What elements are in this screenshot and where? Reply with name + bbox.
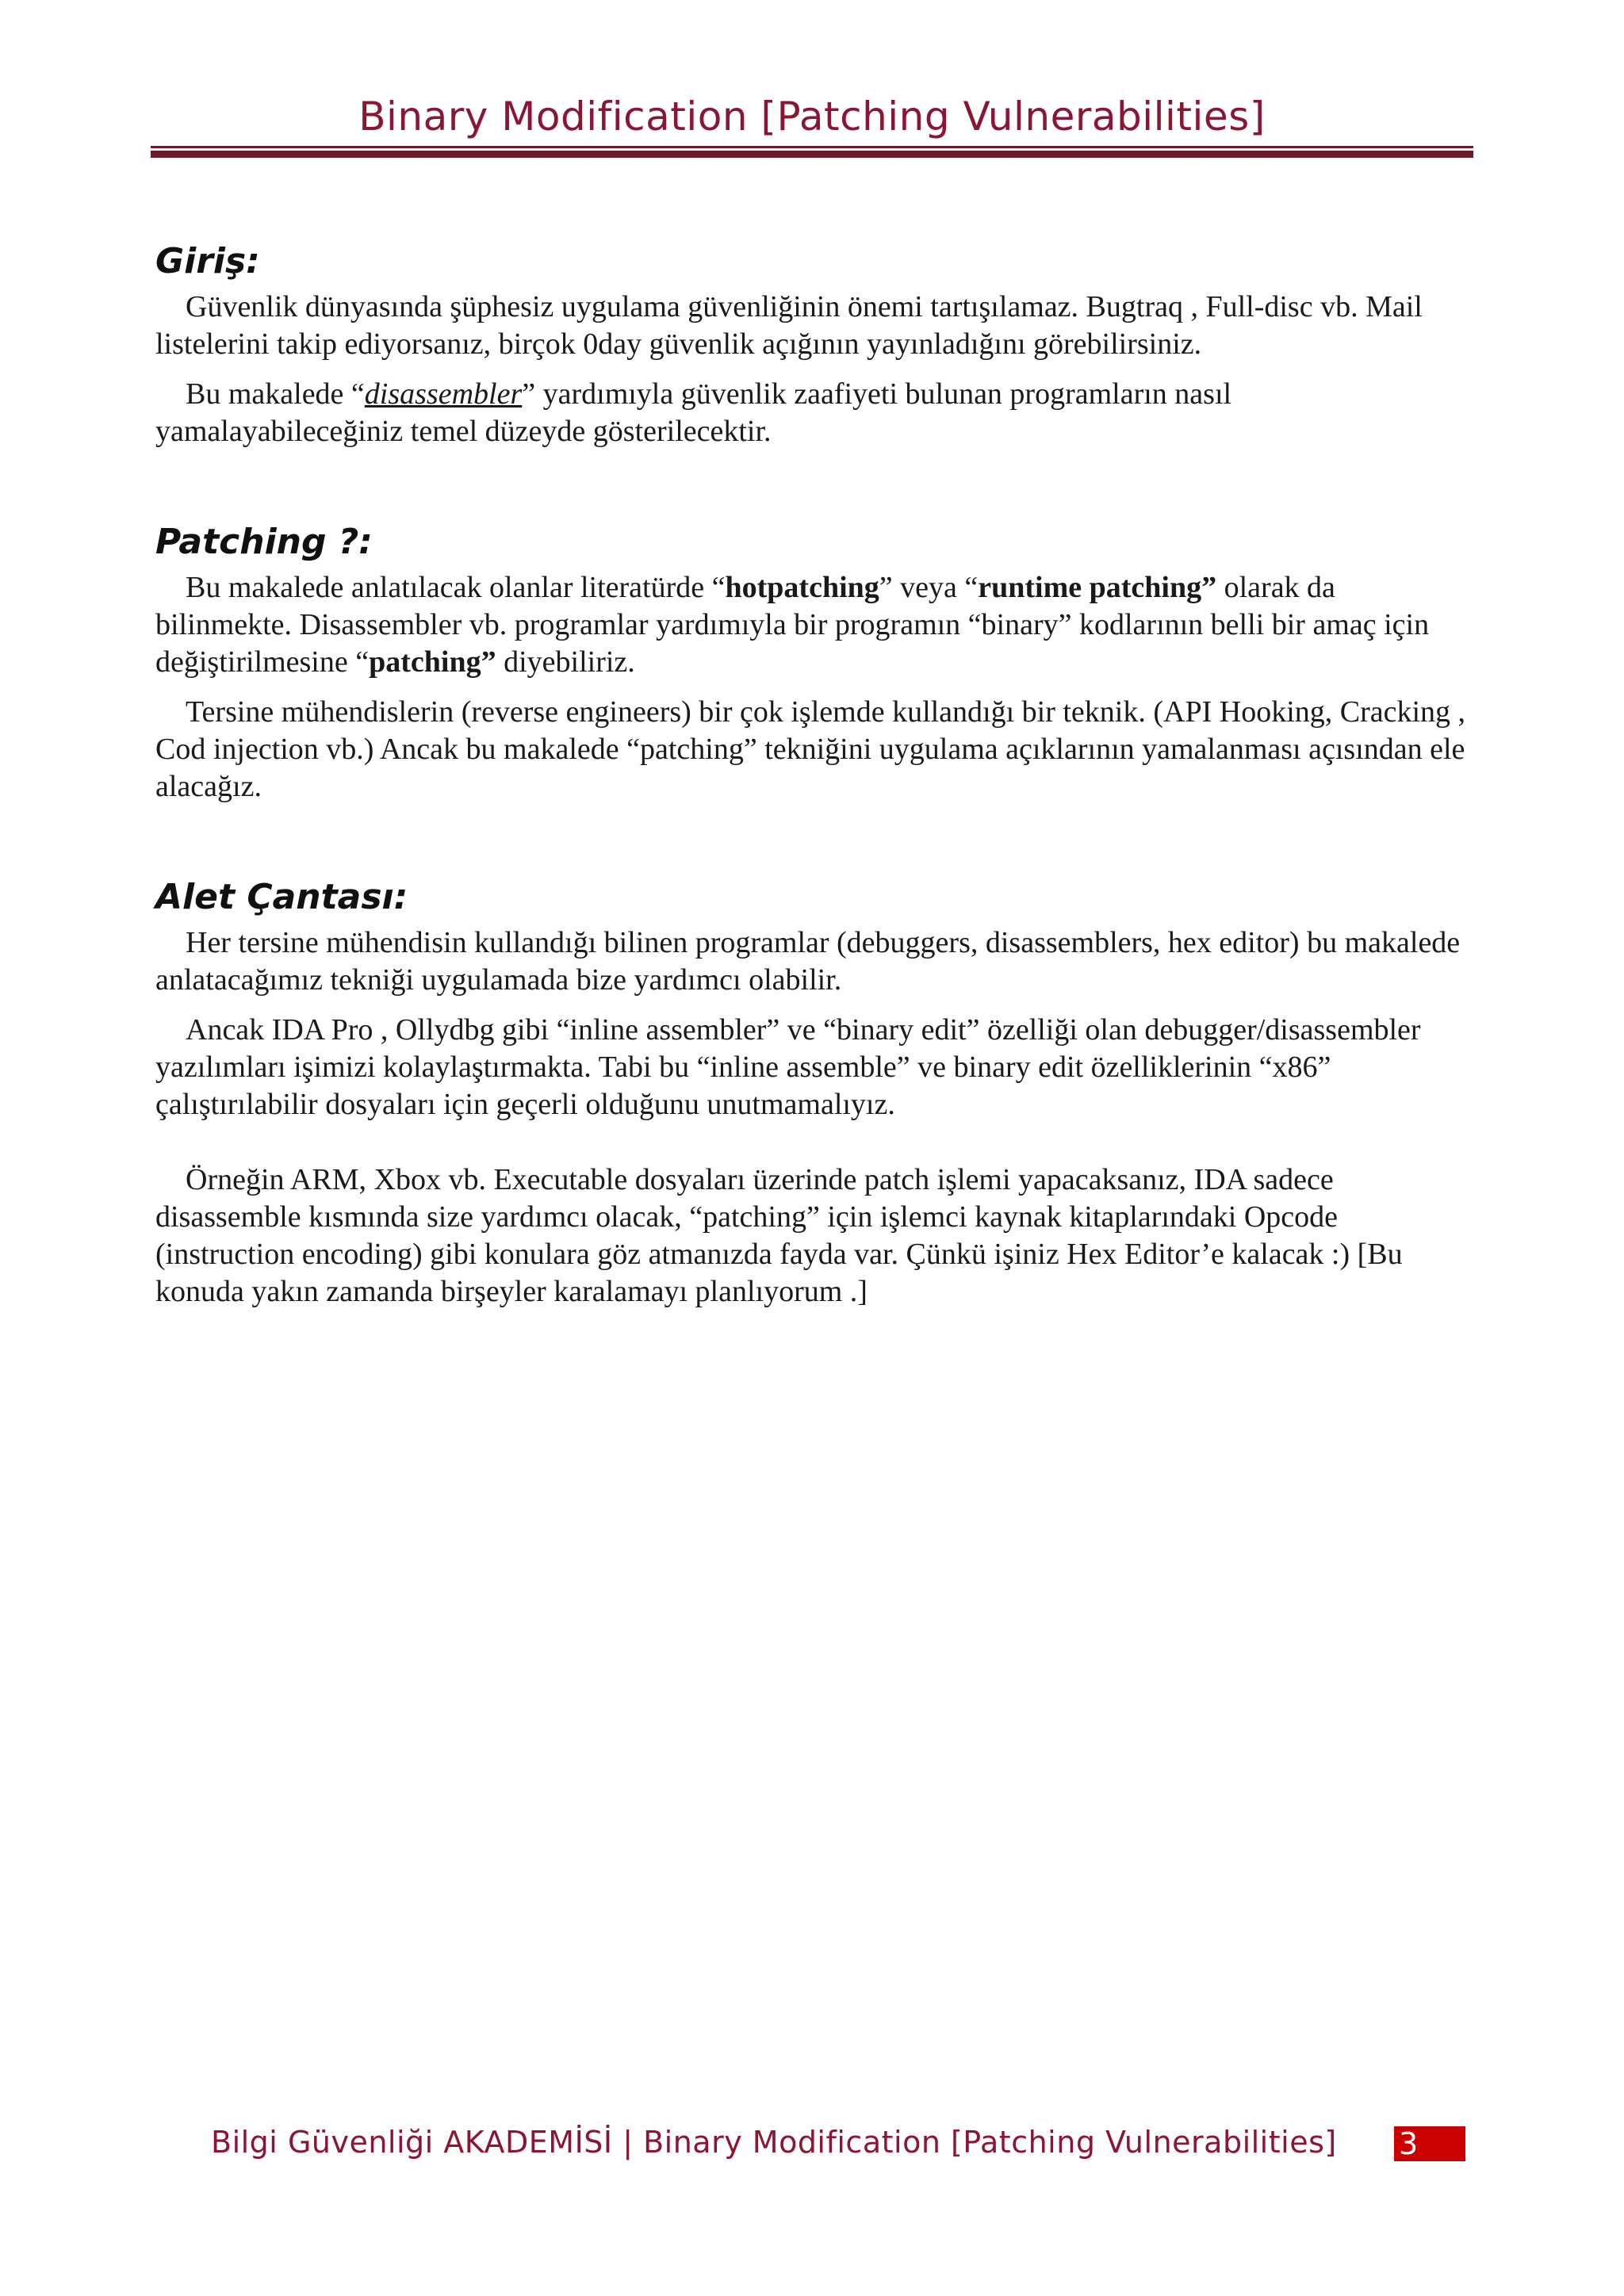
footer-text: Bilgi Güvenliği AKADEMİSİ | Binary Modification [Patching Vulnerabilities] (211, 2125, 1337, 2160)
paragraph-text: Güvenlik dünyasında şüphesiz uygulama güvenliğinin önemi tartışılamaz. Bugtraq , Full-disc vb. Mail listelerini takip ediyorsanız, birçok 0day güvenlik açığının yayınladığını görebilirsiniz. (155, 290, 1423, 361)
page-number-badge: 3 (1394, 2126, 1465, 2161)
paragraph (155, 376, 1472, 450)
paragraph-text: Bu makalede “ (186, 377, 365, 411)
paragraph (155, 694, 1472, 806)
document-body (155, 238, 1472, 1323)
paragraph (155, 289, 1472, 363)
section-heading: Alet Çantası: (155, 877, 408, 917)
bold-term-hotpatching: hotpatching (725, 571, 879, 604)
paragraph-text: ” yardımıyla güvenlik zaafiyeti bulunan programların nasıl yamalayabileceğiniz temel düzeyde gösterilecektir. (155, 377, 1232, 448)
paragraph-text: Örneğin ARM, Xbox vb. Executable dosyaları üzerinde patch işlemi yapacaksanız, IDA sadece disassemble kısmında size yardımcı olacak, “patching” için işlemci kaynak kitaplarındaki Opcode (instruction encoding) gibi konulara göz atmanızda fayda var. Çünkü işiniz Hex Editor’e kalacak :) [Bu konuda yakın zamanda birşeyler karalamayı planlıyorum .] (155, 1163, 1403, 1308)
paragraph-text: diyebiliriz. (496, 645, 635, 679)
paragraph-text: Her tersine mühendisin kullandığı bilinen programlar (debuggers, disassemblers, hex editor) bu makalede anlatacağımız tekniği uygulamada bize yardımcı olabilir. (155, 926, 1461, 997)
disassembler-link[interactable]: disassembler (364, 377, 523, 411)
paragraph-text: Ancak IDA Pro , Ollydbg gibi “inline assembler” ve “binary edit” özelliği olan debugger/disassembler yazılımları işimizi kolaylaştırmakta. Tabi bu “inline assemble” ve binary edit özelliklerinin “x86” çalıştırılabilir dosyaları için geçerli olduğunu unutmamalıyız. (155, 1013, 1421, 1121)
section-heading: Patching ?: (155, 522, 373, 562)
bold-term-patching: patching” (369, 645, 496, 679)
section-heading: Giriş: (155, 241, 260, 281)
page-header-title: Binary Modification [Patching Vulnerabilities] (358, 94, 1266, 140)
section-giris (155, 238, 1472, 450)
paragraph (155, 924, 1472, 999)
section-patching (155, 519, 1472, 806)
paragraph-text: ” veya “ (879, 571, 979, 604)
paragraph (155, 1012, 1472, 1123)
paragraph-text: olarak da bilinmekte. Disassembler vb. programlar yardımıyla bir programın “binary” kodlarının belli bir amaç için değiştirilmesine “ (155, 571, 1430, 679)
paragraph (155, 569, 1472, 681)
paragraph (155, 1161, 1472, 1311)
paragraph-text: Bu makalede anlatılacak olanlar literatürde “ (186, 571, 726, 604)
section-alet-cantasi (155, 874, 1472, 1311)
bold-term-runtime-patching: runtime patching” (978, 571, 1217, 604)
paragraph-text: Tersine mühendislerin (reverse engineers) bir çok işlemde kullandığı bir teknik. (API Hooking, Cracking , Cod injection vb.) Ancak bu makalede “patching” tekniğini uygulama açıklarının yamalanması açısından ele alacağız. (155, 695, 1466, 803)
header-divider (151, 146, 1473, 158)
